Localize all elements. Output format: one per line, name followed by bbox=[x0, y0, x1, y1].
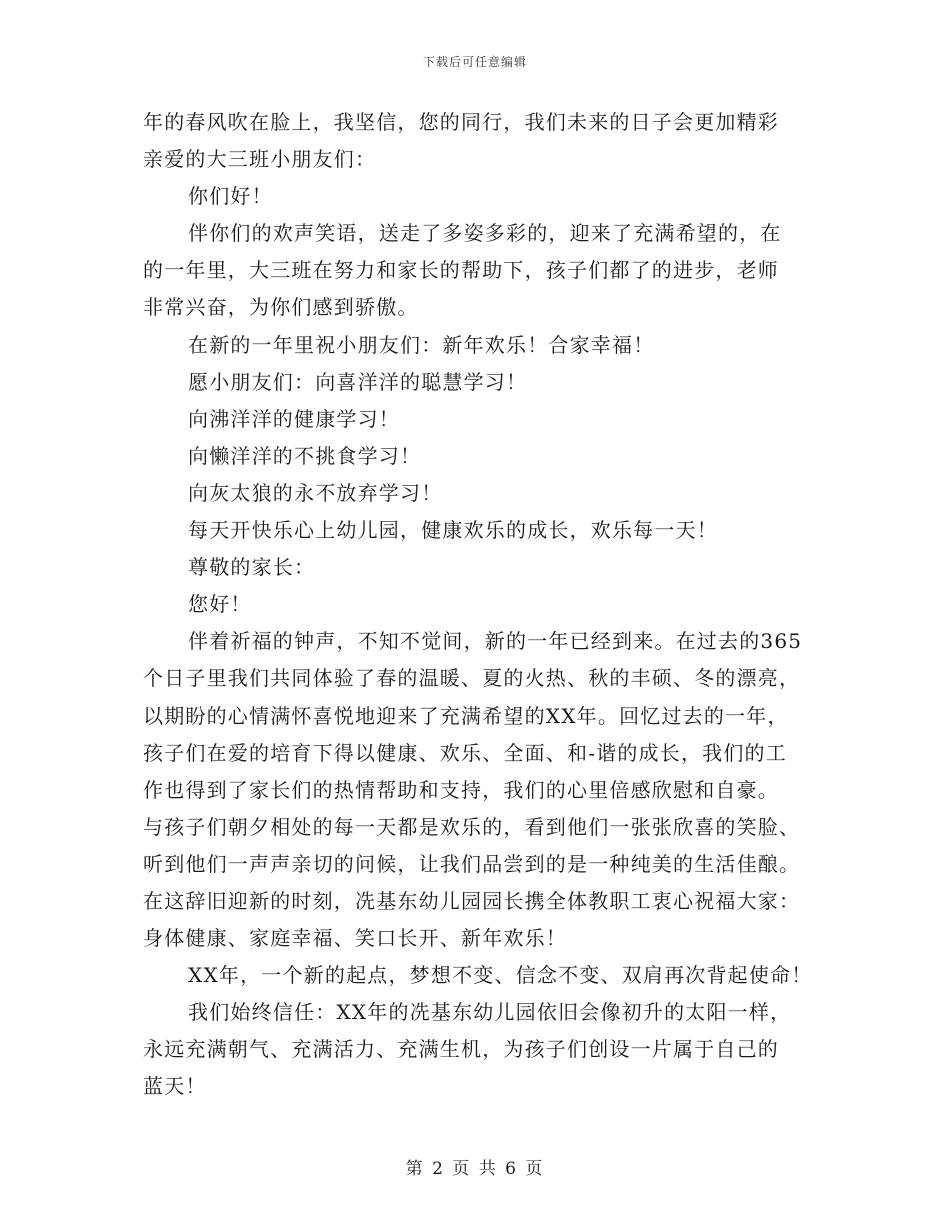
text-line: 每天开快乐心上幼儿园，健康欢乐的成长，欢乐每一天！ bbox=[188, 518, 718, 543]
page-number: 第 2 页 共 6 页 bbox=[405, 1159, 545, 1179]
text-line: 在这辞旧迎新的时刻，冼基东幼儿园园长携全体教职工衷心祝福大家： bbox=[143, 888, 801, 913]
text-line: 蓝天！ bbox=[143, 1074, 207, 1099]
text-line: 向懒洋洋的不挑食学习！ bbox=[188, 443, 422, 468]
text-line: 非常兴奋，为你们感到骄傲。 bbox=[143, 295, 419, 320]
text-line: 向沸洋洋的健康学习！ bbox=[188, 406, 400, 431]
text-line: 以期盼的心情满怀喜悦地迎来了充满希望的XX年。回忆过去的一年， bbox=[143, 703, 789, 728]
page-header: 下载后可任意编辑 bbox=[422, 55, 527, 69]
text-line: 亲爱的大三班小朋友们： bbox=[143, 147, 377, 172]
text-line: XX年，一个新的起点，梦想不变、信念不变、双肩再次背起使命！ bbox=[188, 963, 813, 988]
text-line: 与孩子们朝夕相处的每一天都是欢乐的，看到他们一张张欣喜的笑脸、 bbox=[143, 814, 801, 839]
text-line: 您好！ bbox=[188, 592, 252, 617]
text-line: 年的春风吹在脸上，我坚信，您的同行，我们未来的日子会更加精彩 bbox=[143, 110, 779, 134]
text-line: 愿小朋友们：向喜洋洋的聪慧学习！ bbox=[188, 369, 528, 394]
text-line: 听到他们一声声亲切的问候，让我们品尝到的是一种纯美的生活佳酿。 bbox=[143, 851, 801, 876]
text-line: 伴着祈福的钟声，不知不觉间，新的一年已经到来。在过去的365 bbox=[188, 629, 803, 654]
text-line: 作也得到了家长们的热情帮助和支持，我们的心里倍感欣慰和自豪。 bbox=[143, 777, 779, 802]
text-line: 我们始终信任：XX年的冼基东幼儿园依旧会像初升的太阳一样， bbox=[188, 1000, 792, 1025]
text-line: 伴你们的欢声笑语，送走了多姿多彩的，迎来了充满希望的，在 bbox=[188, 221, 782, 246]
text-line: 个日子里我们共同体验了春的温暖、夏的火热、秋的丰硕、冬的漂亮， bbox=[143, 666, 801, 691]
text-line: 孩子们在爱的培育下得以健康、欢乐、全面、和-谐的成长，我们的工 bbox=[143, 740, 787, 765]
text-line: 尊敬的家长： bbox=[188, 555, 316, 580]
text-line: 身体健康、家庭幸福、笑口长开、新年欢乐！ bbox=[143, 926, 567, 951]
text-line: 你们好！ bbox=[188, 184, 273, 209]
text-line: 永远充满朝气、充满活力、充满生机，为孩子们创设一片属于自己的 bbox=[143, 1037, 779, 1062]
text-line: 向灰太狼的永不放弃学习！ bbox=[188, 480, 443, 505]
text-line: 的一年里，大三班在努力和家长的帮助下，孩子们都了的进步，老师 bbox=[143, 258, 779, 283]
text-line: 在新的一年里祝小朋友们：新年欢乐！合家幸福！ bbox=[188, 332, 655, 357]
document-body bbox=[143, 104, 813, 1106]
